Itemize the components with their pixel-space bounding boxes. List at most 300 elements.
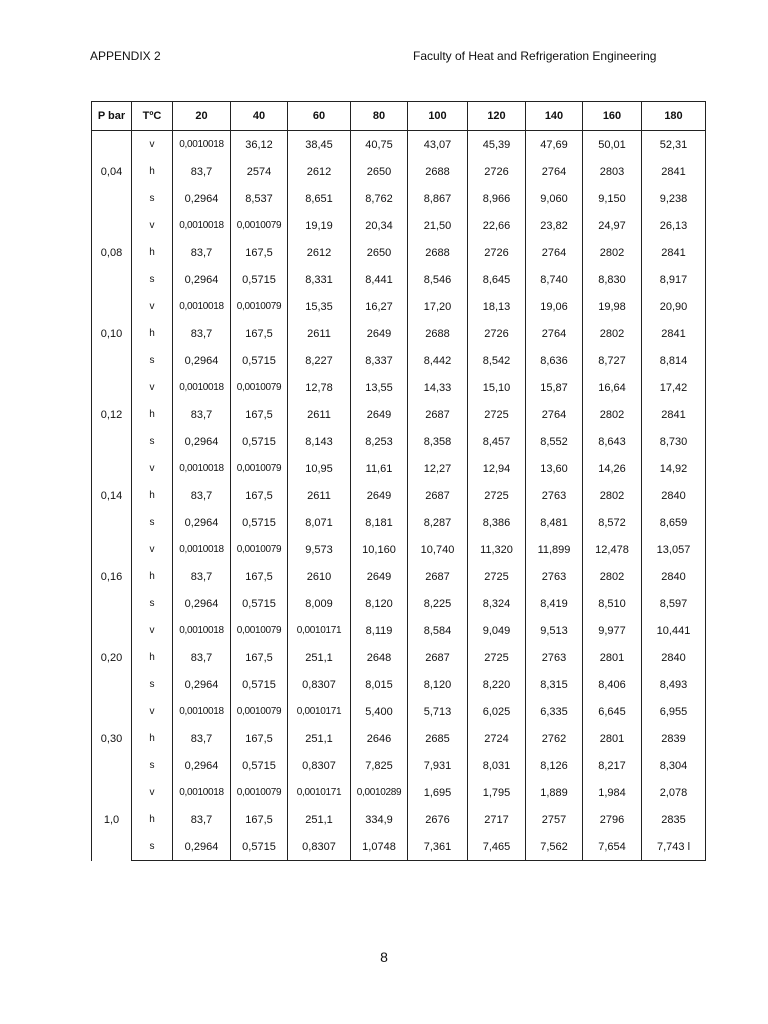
value-cell: 8,287: [408, 509, 468, 536]
value-cell: 0,0010079: [231, 617, 288, 644]
value-cell: 2611: [288, 401, 351, 428]
value-cell: 8,331: [288, 266, 351, 293]
column-header-t180: 180: [642, 102, 706, 131]
property-cell: s: [132, 266, 173, 293]
value-cell: 14,26: [583, 455, 642, 482]
value-cell: 2802: [583, 401, 642, 428]
value-cell: 2687: [408, 563, 468, 590]
property-cell: s: [132, 671, 173, 698]
value-cell: 15,35: [288, 293, 351, 320]
property-cell: h: [132, 563, 173, 590]
property-cell: v: [132, 293, 173, 320]
value-cell: 0,2964: [173, 752, 231, 779]
value-cell: 167,5: [231, 563, 288, 590]
value-cell: 0,2964: [173, 185, 231, 212]
value-cell: 43,07: [408, 131, 468, 159]
value-cell: 2841: [642, 158, 706, 185]
value-cell: 0,0010171: [288, 617, 351, 644]
value-cell: 8,457: [468, 428, 526, 455]
value-cell: 14,92: [642, 455, 706, 482]
table-row: [92, 293, 706, 320]
value-cell: 6,335: [526, 698, 583, 725]
pressure-cell: 0,30: [92, 698, 132, 779]
value-cell: 2840: [642, 482, 706, 509]
value-cell: 2841: [642, 239, 706, 266]
table-row: [92, 455, 706, 482]
value-cell: 2612: [288, 239, 351, 266]
value-cell: 2763: [526, 482, 583, 509]
value-cell: 12,478: [583, 536, 642, 563]
value-cell: 9,060: [526, 185, 583, 212]
table-row: [92, 401, 706, 428]
value-cell: 8,225: [408, 590, 468, 617]
table-row: [92, 806, 706, 833]
property-cell: h: [132, 320, 173, 347]
value-cell: 2612: [288, 158, 351, 185]
value-cell: 2841: [642, 401, 706, 428]
value-cell: 2726: [468, 158, 526, 185]
pressure-cell: 0,20: [92, 617, 132, 698]
value-cell: 2610: [288, 563, 351, 590]
pressure-cell: 0,08: [92, 212, 132, 293]
value-cell: 167,5: [231, 320, 288, 347]
property-cell: s: [132, 185, 173, 212]
value-cell: 2762: [526, 725, 583, 752]
value-cell: 7,654: [583, 833, 642, 861]
value-cell: 20,34: [351, 212, 408, 239]
value-cell: 0,5715: [231, 590, 288, 617]
value-cell: 8,659: [642, 509, 706, 536]
value-cell: 2650: [351, 158, 408, 185]
value-cell: 47,69: [526, 131, 583, 159]
value-cell: 167,5: [231, 644, 288, 671]
value-cell: 8,546: [408, 266, 468, 293]
value-cell: 0,5715: [231, 833, 288, 861]
value-cell: 0,0010079: [231, 293, 288, 320]
value-cell: 8,419: [526, 590, 583, 617]
pressure-cell: 0,12: [92, 374, 132, 455]
value-cell: 8,584: [408, 617, 468, 644]
column-header-t100: 100: [408, 102, 468, 131]
value-cell: 18,13: [468, 293, 526, 320]
value-cell: 2648: [351, 644, 408, 671]
value-cell: 167,5: [231, 806, 288, 833]
table-row: [92, 428, 706, 455]
column-header-t140: 140: [526, 102, 583, 131]
value-cell: 19,06: [526, 293, 583, 320]
value-cell: 7,465: [468, 833, 526, 861]
value-cell: 10,740: [408, 536, 468, 563]
value-cell: 0,0010079: [231, 374, 288, 401]
table-row: [92, 617, 706, 644]
value-cell: 0,0010079: [231, 698, 288, 725]
value-cell: 23,82: [526, 212, 583, 239]
value-cell: 83,7: [173, 401, 231, 428]
value-cell: 167,5: [231, 482, 288, 509]
value-cell: 2757: [526, 806, 583, 833]
table-row: [92, 131, 706, 159]
value-cell: 0,5715: [231, 266, 288, 293]
value-cell: 0,0010018: [173, 212, 231, 239]
value-cell: 2650: [351, 239, 408, 266]
table-row: [92, 725, 706, 752]
property-cell: h: [132, 401, 173, 428]
value-cell: 2725: [468, 401, 526, 428]
value-cell: 0,2964: [173, 671, 231, 698]
value-cell: 7,931: [408, 752, 468, 779]
value-cell: 13,55: [351, 374, 408, 401]
column-header-t120: 120: [468, 102, 526, 131]
column-header-t20: 20: [173, 102, 231, 131]
value-cell: 83,7: [173, 806, 231, 833]
value-cell: 2803: [583, 158, 642, 185]
table-row: [92, 185, 706, 212]
value-cell: 83,7: [173, 644, 231, 671]
value-cell: 2611: [288, 320, 351, 347]
value-cell: 9,238: [642, 185, 706, 212]
value-cell: 1,695: [408, 779, 468, 806]
value-cell: 8,442: [408, 347, 468, 374]
value-cell: 0,0010018: [173, 698, 231, 725]
table-header-row: [92, 102, 706, 131]
value-cell: 251,1: [288, 725, 351, 752]
value-cell: 19,19: [288, 212, 351, 239]
value-cell: 8,830: [583, 266, 642, 293]
value-cell: 2574: [231, 158, 288, 185]
value-cell: 8,481: [526, 509, 583, 536]
table-row: [92, 239, 706, 266]
property-cell: v: [132, 455, 173, 482]
value-cell: 2717: [468, 806, 526, 833]
property-cell: v: [132, 374, 173, 401]
value-cell: 2763: [526, 644, 583, 671]
value-cell: 1,889: [526, 779, 583, 806]
value-cell: 0,0010018: [173, 131, 231, 159]
table-row: [92, 212, 706, 239]
column-header-t40: 40: [231, 102, 288, 131]
value-cell: 45,39: [468, 131, 526, 159]
value-cell: 0,0010079: [231, 455, 288, 482]
value-cell: 6,025: [468, 698, 526, 725]
value-cell: 8,120: [408, 671, 468, 698]
table-row: [92, 671, 706, 698]
pressure-cell: 0,04: [92, 131, 132, 213]
value-cell: 2646: [351, 725, 408, 752]
value-cell: 8,217: [583, 752, 642, 779]
property-cell: s: [132, 347, 173, 374]
table-row: [92, 698, 706, 725]
value-cell: 8,597: [642, 590, 706, 617]
value-cell: 8,220: [468, 671, 526, 698]
value-cell: 2676: [408, 806, 468, 833]
value-cell: 14,33: [408, 374, 468, 401]
value-cell: 2840: [642, 644, 706, 671]
value-cell: 11,61: [351, 455, 408, 482]
property-cell: s: [132, 590, 173, 617]
value-cell: 8,493: [642, 671, 706, 698]
property-cell: h: [132, 725, 173, 752]
value-cell: 2,078: [642, 779, 706, 806]
steam-properties-table: [91, 101, 706, 861]
value-cell: 2802: [583, 563, 642, 590]
value-cell: 2764: [526, 239, 583, 266]
value-cell: 2688: [408, 239, 468, 266]
value-cell: 12,94: [468, 455, 526, 482]
value-cell: 0,0010079: [231, 536, 288, 563]
value-cell: 2802: [583, 320, 642, 347]
value-cell: 8,315: [526, 671, 583, 698]
value-cell: 2764: [526, 158, 583, 185]
value-cell: 2687: [408, 401, 468, 428]
table-row: [92, 779, 706, 806]
value-cell: 16,27: [351, 293, 408, 320]
value-cell: 8,510: [583, 590, 642, 617]
value-cell: 9,049: [468, 617, 526, 644]
value-cell: 24,97: [583, 212, 642, 239]
value-cell: 0,0010079: [231, 212, 288, 239]
value-cell: 40,75: [351, 131, 408, 159]
value-cell: 6,645: [583, 698, 642, 725]
value-cell: 0,5715: [231, 509, 288, 536]
value-cell: 251,1: [288, 806, 351, 833]
value-cell: 8,966: [468, 185, 526, 212]
value-cell: 0,0010289: [351, 779, 408, 806]
value-cell: 8,552: [526, 428, 583, 455]
value-cell: 7,825: [351, 752, 408, 779]
value-cell: 8,730: [642, 428, 706, 455]
value-cell: 6,955: [642, 698, 706, 725]
value-cell: 5,713: [408, 698, 468, 725]
property-cell: v: [132, 617, 173, 644]
value-cell: 2649: [351, 563, 408, 590]
value-cell: 1,0748: [351, 833, 408, 861]
value-cell: 0,0010018: [173, 374, 231, 401]
property-cell: v: [132, 779, 173, 806]
value-cell: 38,45: [288, 131, 351, 159]
property-cell: v: [132, 212, 173, 239]
value-cell: 8,304: [642, 752, 706, 779]
value-cell: 2687: [408, 644, 468, 671]
value-cell: 8,643: [583, 428, 642, 455]
value-cell: 11,320: [468, 536, 526, 563]
value-cell: 0,2964: [173, 509, 231, 536]
value-cell: 22,66: [468, 212, 526, 239]
pressure-cell: 1,0: [92, 779, 132, 861]
value-cell: 8,126: [526, 752, 583, 779]
value-cell: 17,42: [642, 374, 706, 401]
value-cell: 2649: [351, 401, 408, 428]
value-cell: 0,0010018: [173, 293, 231, 320]
property-cell: v: [132, 698, 173, 725]
value-cell: 8,337: [351, 347, 408, 374]
value-cell: 8,143: [288, 428, 351, 455]
value-cell: 0,2964: [173, 428, 231, 455]
value-cell: 8,406: [583, 671, 642, 698]
value-cell: 9,150: [583, 185, 642, 212]
value-cell: 2725: [468, 644, 526, 671]
value-cell: 8,015: [351, 671, 408, 698]
value-cell: 83,7: [173, 320, 231, 347]
value-cell: 2688: [408, 158, 468, 185]
property-cell: v: [132, 536, 173, 563]
value-cell: 19,98: [583, 293, 642, 320]
property-cell: h: [132, 239, 173, 266]
value-cell: 2725: [468, 563, 526, 590]
value-cell: 1,984: [583, 779, 642, 806]
value-cell: 2840: [642, 563, 706, 590]
value-cell: 167,5: [231, 725, 288, 752]
value-cell: 1,795: [468, 779, 526, 806]
value-cell: 9,513: [526, 617, 583, 644]
value-cell: 2764: [526, 320, 583, 347]
value-cell: 8,324: [468, 590, 526, 617]
column-header-t80: 80: [351, 102, 408, 131]
table-row: [92, 833, 706, 861]
value-cell: 2802: [583, 239, 642, 266]
value-cell: 9,573: [288, 536, 351, 563]
value-cell: 13,057: [642, 536, 706, 563]
table-row: [92, 509, 706, 536]
value-cell: 0,5715: [231, 347, 288, 374]
value-cell: 2726: [468, 239, 526, 266]
column-header-pressure: P bar: [92, 102, 132, 131]
value-cell: 8,727: [583, 347, 642, 374]
property-cell: h: [132, 644, 173, 671]
value-cell: 50,01: [583, 131, 642, 159]
table-row: [92, 266, 706, 293]
property-cell: h: [132, 482, 173, 509]
value-cell: 8,181: [351, 509, 408, 536]
value-cell: 20,90: [642, 293, 706, 320]
value-cell: 2724: [468, 725, 526, 752]
value-cell: 8,645: [468, 266, 526, 293]
value-cell: 2611: [288, 482, 351, 509]
value-cell: 251,1: [288, 644, 351, 671]
property-cell: s: [132, 428, 173, 455]
value-cell: 2763: [526, 563, 583, 590]
pressure-cell: 0,16: [92, 536, 132, 617]
property-cell: s: [132, 509, 173, 536]
value-cell: 8,537: [231, 185, 288, 212]
value-cell: 167,5: [231, 401, 288, 428]
pressure-cell: 0,10: [92, 293, 132, 374]
value-cell: 2687: [408, 482, 468, 509]
value-cell: 8,572: [583, 509, 642, 536]
table-row: [92, 158, 706, 185]
value-cell: 8,253: [351, 428, 408, 455]
value-cell: 8,441: [351, 266, 408, 293]
value-cell: 8,542: [468, 347, 526, 374]
value-cell: 8,814: [642, 347, 706, 374]
value-cell: 36,12: [231, 131, 288, 159]
value-cell: 0,0010171: [288, 779, 351, 806]
value-cell: 0,0010018: [173, 779, 231, 806]
value-cell: 8,636: [526, 347, 583, 374]
value-cell: 0,2964: [173, 347, 231, 374]
value-cell: 83,7: [173, 563, 231, 590]
value-cell: 2649: [351, 320, 408, 347]
value-cell: 7,743 l: [642, 833, 706, 861]
value-cell: 0,5715: [231, 752, 288, 779]
value-cell: 0,2964: [173, 833, 231, 861]
value-cell: 2725: [468, 482, 526, 509]
value-cell: 8,358: [408, 428, 468, 455]
value-cell: 8,227: [288, 347, 351, 374]
value-cell: 12,78: [288, 374, 351, 401]
value-cell: 83,7: [173, 158, 231, 185]
value-cell: 8,120: [351, 590, 408, 617]
value-cell: 8,119: [351, 617, 408, 644]
value-cell: 0,8307: [288, 833, 351, 861]
value-cell: 2685: [408, 725, 468, 752]
table-row: [92, 644, 706, 671]
value-cell: 8,762: [351, 185, 408, 212]
value-cell: 26,13: [642, 212, 706, 239]
value-cell: 2835: [642, 806, 706, 833]
value-cell: 11,899: [526, 536, 583, 563]
property-cell: h: [132, 806, 173, 833]
value-cell: 334,9: [351, 806, 408, 833]
property-cell: s: [132, 833, 173, 861]
value-cell: 16,64: [583, 374, 642, 401]
value-cell: 2841: [642, 320, 706, 347]
value-cell: 2796: [583, 806, 642, 833]
table-row: [92, 482, 706, 509]
table-row: [92, 752, 706, 779]
value-cell: 83,7: [173, 239, 231, 266]
value-cell: 2839: [642, 725, 706, 752]
table-row: [92, 374, 706, 401]
value-cell: 17,20: [408, 293, 468, 320]
value-cell: 9,977: [583, 617, 642, 644]
property-cell: s: [132, 752, 173, 779]
table-row: [92, 563, 706, 590]
value-cell: 0,8307: [288, 752, 351, 779]
value-cell: 167,5: [231, 239, 288, 266]
value-cell: 7,562: [526, 833, 583, 861]
value-cell: 0,5715: [231, 428, 288, 455]
value-cell: 8,867: [408, 185, 468, 212]
column-header-t60: 60: [288, 102, 351, 131]
table-row: [92, 320, 706, 347]
value-cell: 7,361: [408, 833, 468, 861]
value-cell: 0,0010018: [173, 617, 231, 644]
property-cell: v: [132, 131, 173, 159]
value-cell: 8,009: [288, 590, 351, 617]
value-cell: 2688: [408, 320, 468, 347]
value-cell: 12,27: [408, 455, 468, 482]
value-cell: 8,071: [288, 509, 351, 536]
value-cell: 2801: [583, 644, 642, 671]
value-cell: 0,0010171: [288, 698, 351, 725]
value-cell: 13,60: [526, 455, 583, 482]
value-cell: 0,0010018: [173, 536, 231, 563]
value-cell: 0,2964: [173, 266, 231, 293]
value-cell: 0,0010018: [173, 455, 231, 482]
value-cell: 0,8307: [288, 671, 351, 698]
value-cell: 0,5715: [231, 671, 288, 698]
value-cell: 83,7: [173, 482, 231, 509]
value-cell: 21,50: [408, 212, 468, 239]
column-header-temperature: TºC: [132, 102, 173, 131]
value-cell: 10,441: [642, 617, 706, 644]
value-cell: 52,31: [642, 131, 706, 159]
value-cell: 2649: [351, 482, 408, 509]
value-cell: 8,917: [642, 266, 706, 293]
property-cell: h: [132, 158, 173, 185]
value-cell: 0,2964: [173, 590, 231, 617]
pressure-cell: 0,14: [92, 455, 132, 536]
